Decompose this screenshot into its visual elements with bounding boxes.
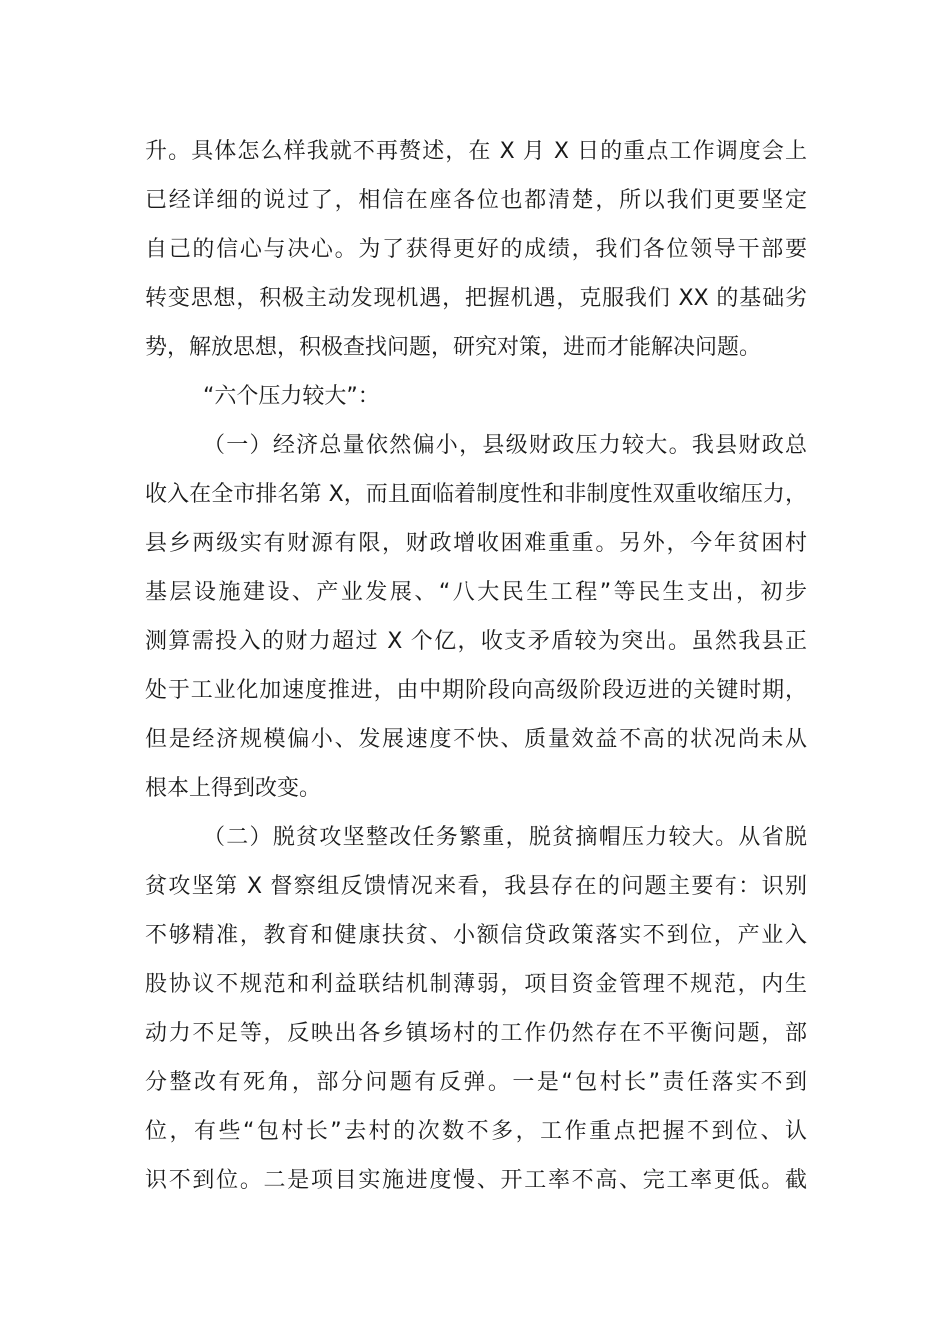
text-line: 势，解放思想，积极查找问题，研究对策，进而才能解决问题。 [145,335,762,360]
text-line: （二）脱贫攻坚整改任务繁重，脱贫摘帽压力较大。从省脱 [203,825,807,850]
text-line: 测算需投入的财力超过 X 个亿，收支矛盾较为突出。虽然我县正 [145,629,807,654]
text-line: 基层设施建设、产业发展、“八大民生工程”等民生支出，初步 [145,580,808,605]
text-line: 不够精准，教育和健康扶贫、小额信贷政策落实不到位，产业入 [145,923,807,948]
text-line: 转变思想，积极主动发现机遇，把握机遇，克服我们 XX 的基础劣 [145,286,807,311]
text-line: 但是经济规模偏小、发展速度不快、质量效益不高的状况尚未从 [145,727,807,752]
text-line: 贫攻坚第 X 督察组反馈情况来看，我县存在的问题主要有：识别 [145,874,807,899]
text-line: 收入在全市排名第 X，而且面临着制度性和非制度性双重收缩压力， [145,482,807,507]
text-line: 识不到位。二是项目实施进度慢、开工率不高、完工率更低。截 [145,1168,807,1193]
text-line: 升。具体怎么样我就不再赘述，在 X 月 X 日的重点工作调度会上 [145,139,807,164]
text-line: 位，有些“包村长”去村的次数不多，工作重点把握不到位、认 [145,1119,807,1144]
text-line: 动力不足等，反映出各乡镇场村的工作仍然存在不平衡问题，部 [145,1021,807,1046]
text-line: 已经详细的说过了，相信在座各位也都清楚，所以我们更要坚定 [145,188,807,213]
text-line: 自己的信心与决心。为了获得更好的成绩，我们各位领导干部要 [145,237,807,262]
text-line: 处于工业化加速度推进，由中期阶段向高级阶段迈进的关键时期， [145,678,807,703]
text-line: 根本上得到改变。 [145,776,322,801]
text-line: （一）经济总量依然偏小，县级财政压力较大。我县财政总 [203,433,807,458]
text-line: 股协议不规范和利益联结机制薄弱，项目资金管理不规范，内生 [145,972,807,997]
section-heading: “六个压力较大”： [203,384,380,409]
text-line: 分整改有死角，部分问题有反弹。一是“包村长”责任落实不到 [145,1070,808,1095]
text-line: 县乡两级实有财源有限，财政增收困难重重。另外，今年贫困村 [145,531,807,556]
document-body [145,127,807,1205]
